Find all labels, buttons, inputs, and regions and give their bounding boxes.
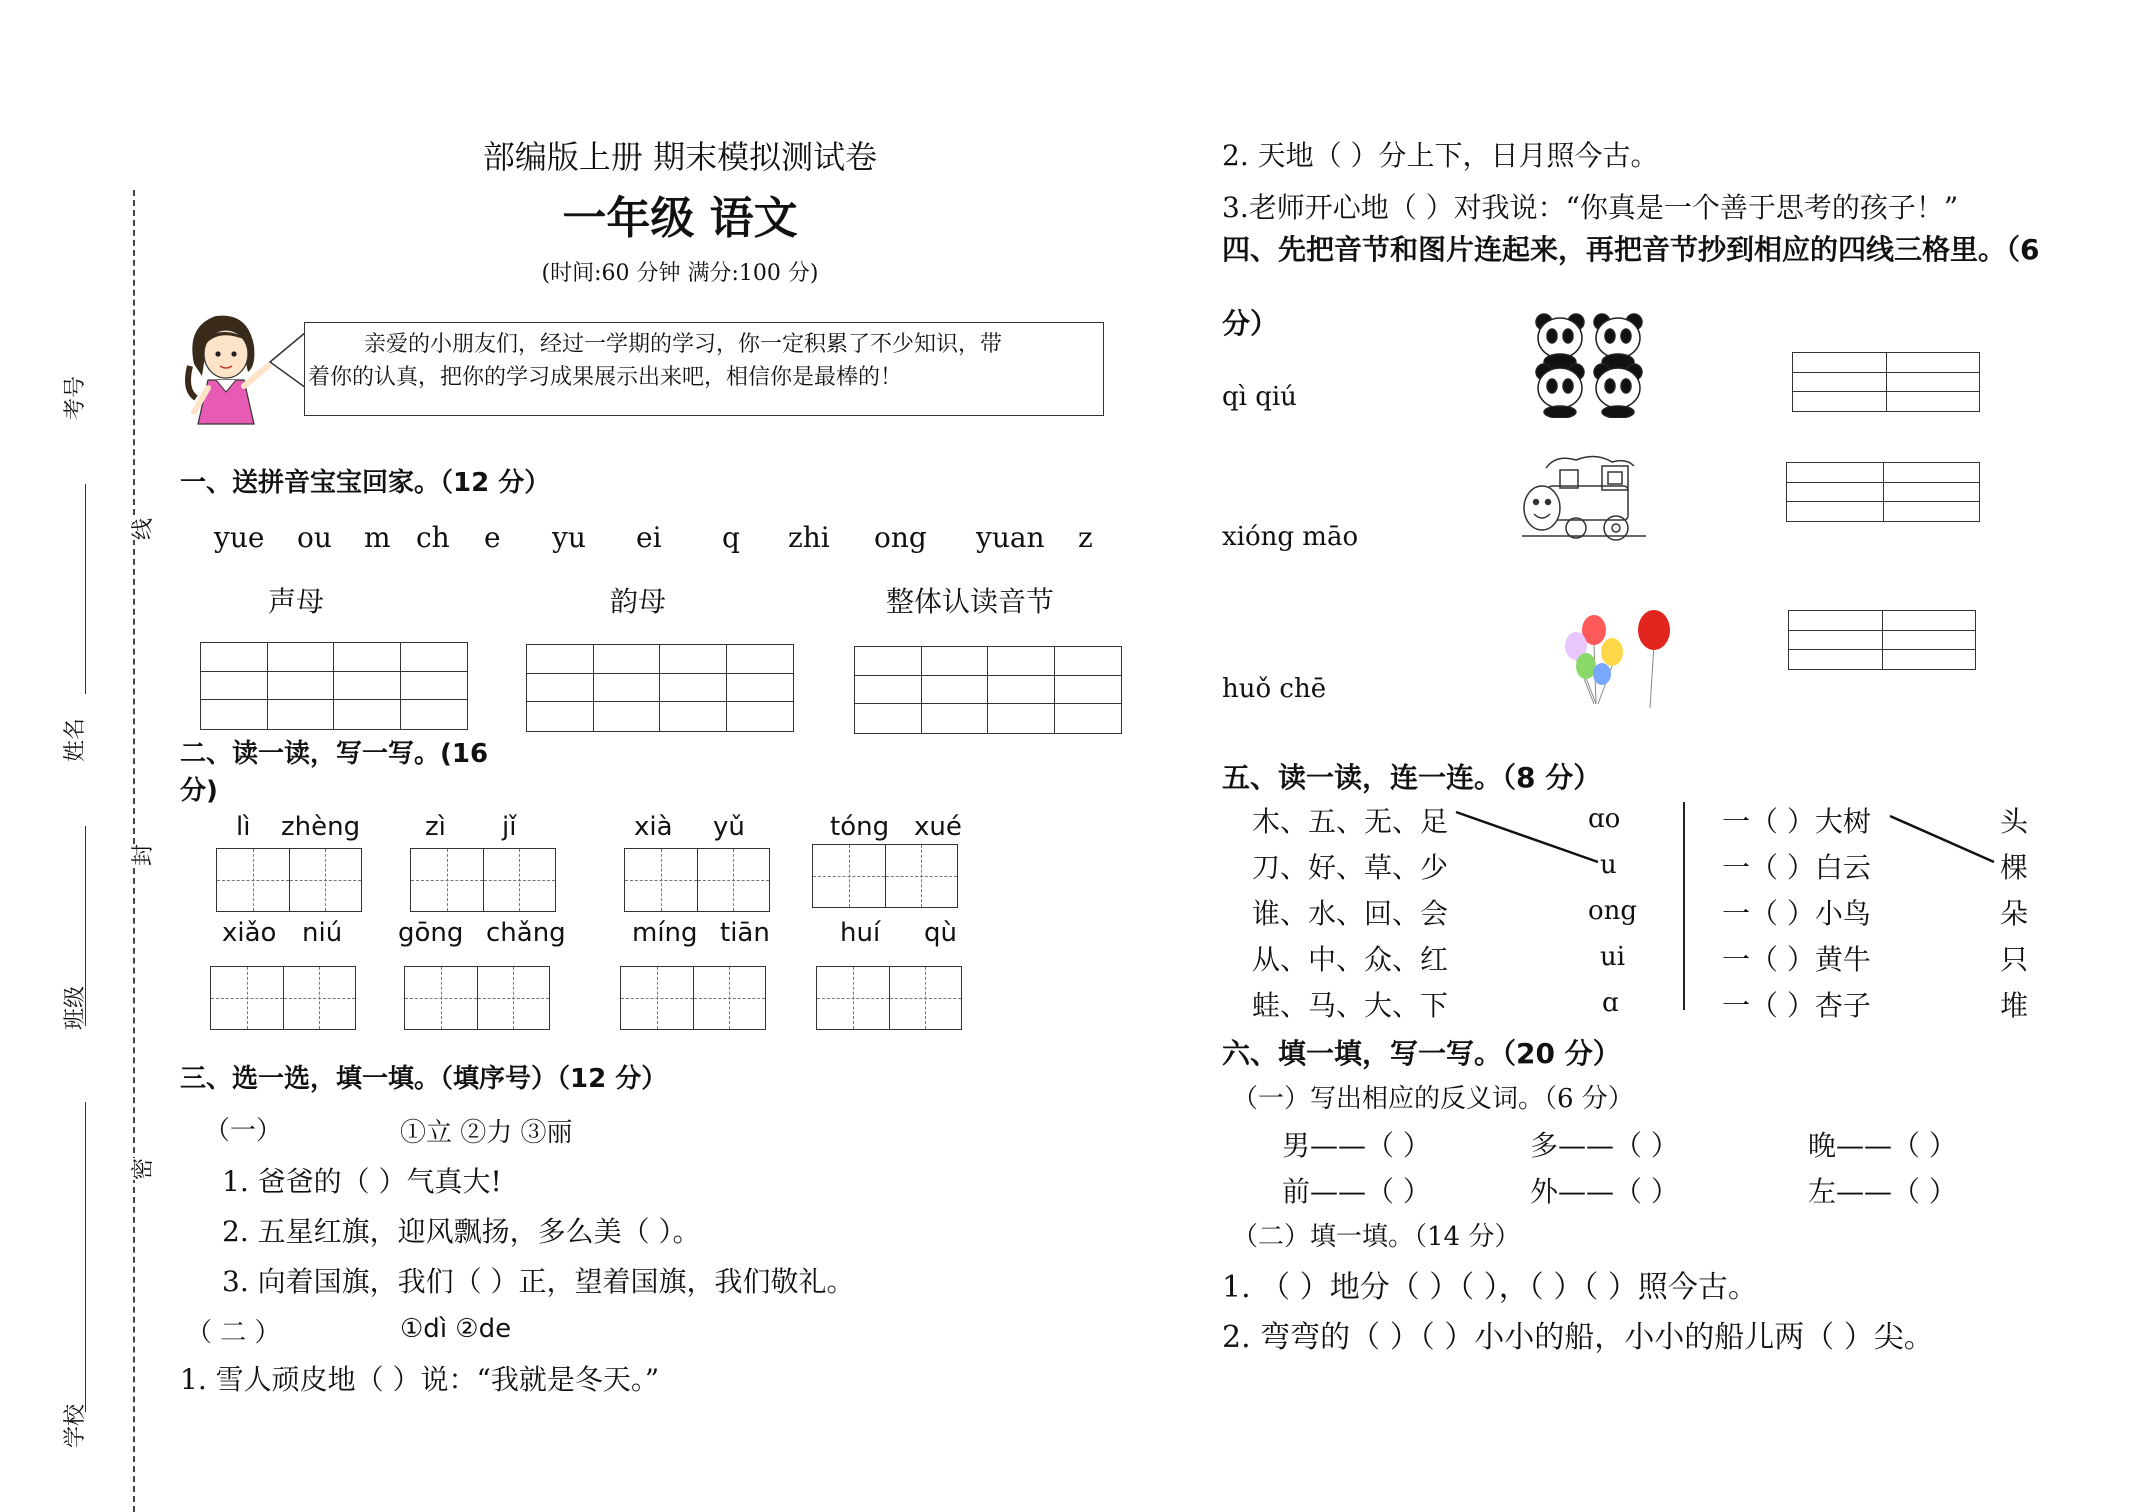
sec1-item: yuan (976, 521, 1045, 554)
exam-subtitle: 一年级 语文 (562, 193, 798, 244)
sec3-part2-q3: 3.老师开心地（ ）对我说：“你真是一个善于思考的孩子！” (1222, 191, 1959, 224)
sec4-title-line2: 分） (1222, 307, 1279, 340)
sec3-part1-q3: 3. 向着国旗，我们（ ）正，望着国旗，我们敬礼。 (222, 1265, 855, 1298)
sec5-left-word: 从、中、众、红 (1252, 943, 1449, 976)
sec2-pinyin: huí (840, 918, 881, 948)
sec3-part1-q2: 2. 五星红旗，迎风飘扬，多么美（ ）。 (222, 1215, 701, 1248)
sec6-antonym: 男——（ ） (1282, 1129, 1431, 1162)
sec2-pinyin: chǎng (486, 918, 566, 948)
sec4-word: qì qiú (1222, 382, 1297, 412)
sec2-pinyin: niú (302, 918, 343, 948)
sec1-cat-yunmu: 韵母 (610, 585, 667, 618)
sec4-title-line1: 四、先把音节和图片连起来，再把音节抄到相应的四线三格里。（6 (1222, 233, 2040, 266)
exam-time-info: (时间:60 分钟 满分:100 分) (541, 261, 819, 286)
sec5-right-word: 堆 (2000, 989, 2029, 1022)
sec3-title: 三、选一选，填一填。（填序号）（12 分） (180, 1064, 668, 1094)
sec6-antonym: 晚——（ ） (1808, 1129, 1957, 1162)
sec3-part2-options: ①dì ②de (400, 1314, 512, 1344)
sec5-right-phrase: 一（ ）白云 (1722, 851, 1871, 884)
sec1-item: q (722, 521, 740, 554)
sec5-final: ong (1588, 896, 1638, 926)
sec5-final: ui (1600, 942, 1626, 972)
greeting-line-1: 亲爱的小朋友们，经过一学期的学习，你一定积累了不少知识，带 (364, 332, 1003, 357)
sec2-pinyin: zì (425, 812, 446, 842)
exam-title: 部编版上册 期末模拟测试卷 (482, 138, 878, 176)
sec1-item: yue (214, 521, 265, 554)
margin-mark-xian: 线 (126, 518, 157, 540)
margin-mark-feng: 封 (126, 844, 157, 866)
sec3-part1-q1: 1. 爸爸的（ ）气真大! (222, 1165, 502, 1198)
sec1-item: yu (552, 521, 586, 554)
sec6-antonym: 外——（ ） (1530, 1175, 1679, 1208)
sec1-item: e (484, 521, 501, 554)
sec5-right-phrase: 一（ ）小鸟 (1722, 897, 1871, 930)
margin-label-banji: 班级 (63, 985, 88, 1030)
sec5-final: ɑ (1602, 988, 1619, 1018)
sec1-title: 一、送拼音宝宝回家。（12 分） (180, 468, 551, 498)
sec3-part1-options: ①立 ②力 ③丽 (400, 1118, 573, 1148)
sec6-q1: 1. （ ）地分（ ）（ ），（ ）（ ）照今古。 (1222, 1270, 1758, 1305)
sec2-pinyin: tiān (720, 918, 770, 948)
sec2-pinyin: qù (924, 918, 957, 948)
sec1-item: ei (636, 521, 662, 554)
sec1-item: ong (874, 521, 927, 554)
sec3-part2-q1: 1. 雪人顽皮地（ ）说：“我就是冬天。” (180, 1363, 660, 1396)
sec5-left-word: 木、五、无、足 (1252, 805, 1449, 838)
sec5-right-word: 头 (2000, 805, 2029, 838)
margin-label-xuexiao: 学校 (63, 1403, 88, 1448)
sec2-pinyin: gōng (398, 918, 464, 948)
sec4-word: xióng māo (1222, 522, 1359, 552)
sec3-part1-label: （一） (204, 1116, 283, 1146)
sec3-part2-q2: 2. 天地（ ）分上下，日月照今古。 (1222, 139, 1659, 172)
sec5-right-word: 朵 (2000, 897, 2029, 930)
sec6-antonym: 前——（ ） (1282, 1175, 1431, 1208)
sec1-item: m (364, 521, 391, 554)
sec6-antonym: 左——（ ） (1808, 1175, 1957, 1208)
sec2-title-line2: 分) (180, 776, 218, 806)
sec6-part1: （一）写出相应的反义词。（6 分） (1232, 1084, 1634, 1114)
sec2-pinyin: xià (634, 812, 673, 842)
sec5-final: ɑo (1588, 804, 1621, 834)
sec1-cat-zhengti: 整体认读音节 (886, 585, 1055, 618)
sec1-item: ou (297, 521, 332, 554)
sec1-cat-shengmu: 声母 (268, 585, 325, 618)
sec5-title: 五、读一读，连一连。（8 分） (1222, 761, 1602, 794)
sec1-item: zhi (788, 521, 830, 554)
sec2-pinyin: míng (632, 918, 698, 948)
sec5-right-phrase: 一（ ）杏子 (1722, 989, 1871, 1022)
sec5-right-phrase: 一（ ）大树 (1722, 805, 1871, 838)
sec2-pinyin: jǐ (502, 812, 517, 842)
margin-label-kaohao: 考号 (63, 375, 88, 420)
greeting-line-2: 着你的认真，把你的学习成果展示出来吧，相信你是最棒的！ (308, 365, 903, 390)
sec5-right-word: 只 (2000, 943, 2029, 976)
sec2-title-line1: 二、读一读，写一写。(16 (180, 739, 489, 769)
sec5-final: u (1600, 850, 1617, 880)
sec6-title: 六、填一填，写一写。（20 分） (1222, 1037, 1621, 1070)
sec1-item: z (1078, 521, 1093, 554)
sec5-right-word: 棵 (2000, 851, 2029, 884)
sec6-antonym: 多——（ ） (1530, 1129, 1679, 1162)
sec2-pinyin: lì (236, 812, 251, 842)
sec2-pinyin: xiǎo (222, 918, 277, 948)
sec3-part2-label: （ 二 ） (186, 1318, 281, 1348)
sec5-left-word: 刀、好、草、少 (1252, 851, 1449, 884)
sec4-word: huǒ chē (1222, 674, 1327, 704)
sec6-q2: 2. 弯弯的（ ）（ ）小小的船，小小的船儿两（ ）尖。 (1222, 1320, 1934, 1355)
sec6-part2: （二）填一填。（14 分） (1232, 1222, 1521, 1252)
margin-mark-mi: 密 (126, 1158, 157, 1180)
sec5-right-phrase: 一（ ）黄牛 (1722, 943, 1871, 976)
margin-label-xingming: 姓名 (63, 717, 88, 762)
sec2-pinyin: zhèng (281, 812, 361, 842)
sec2-pinyin: tóng (830, 812, 890, 842)
sec5-left-word: 蛙、马、大、下 (1252, 989, 1449, 1022)
sec2-pinyin: xué (914, 812, 962, 842)
sec2-pinyin: yǔ (713, 812, 745, 842)
sec1-item: ch (416, 521, 450, 554)
sec5-left-word: 谁、水、回、会 (1252, 897, 1449, 930)
